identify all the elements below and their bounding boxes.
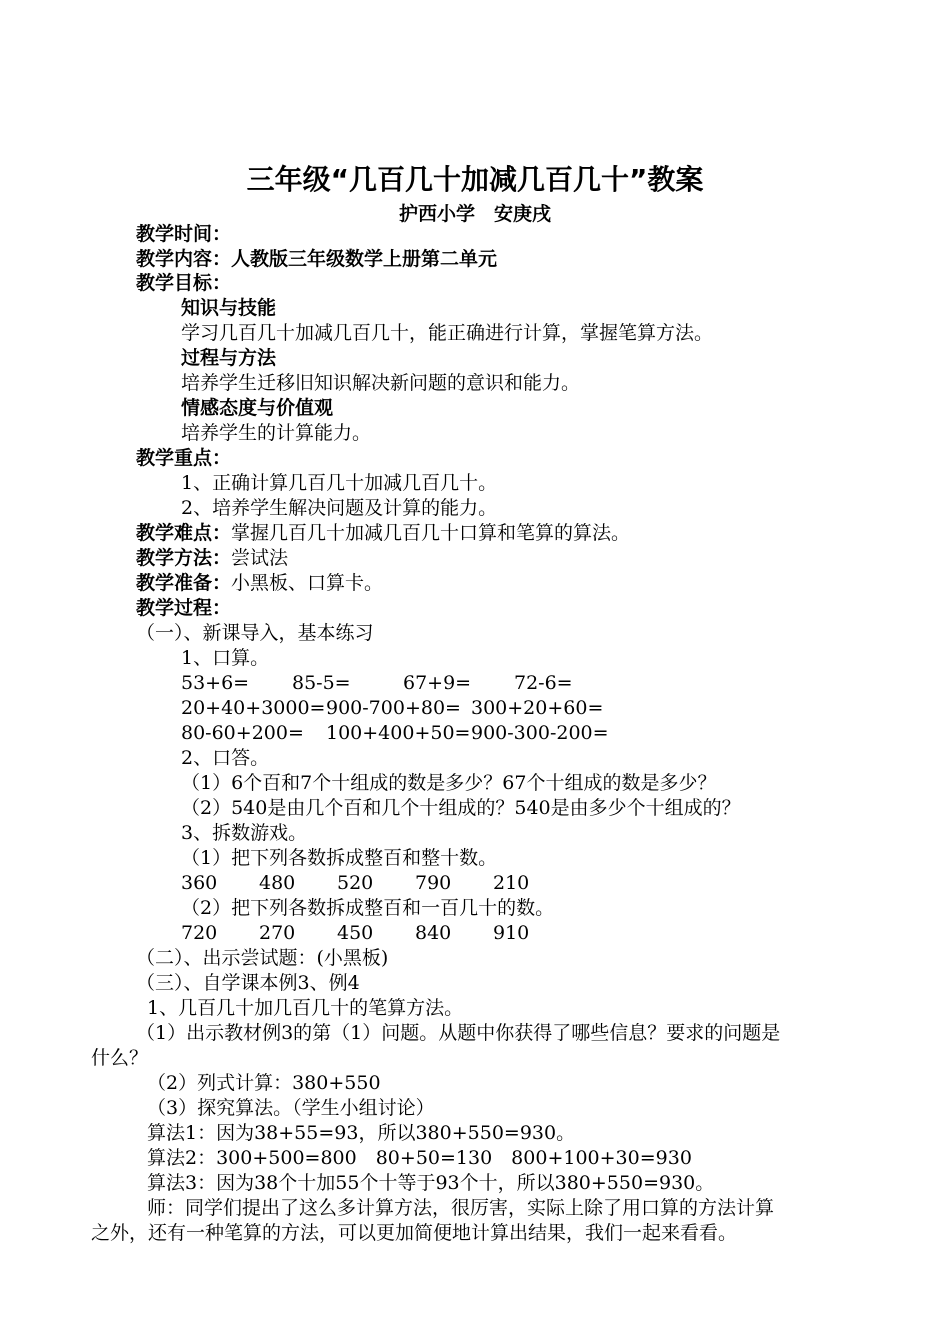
method-value: 尝试法 bbox=[231, 547, 289, 569]
author-line: 护西小学 安庚戌 bbox=[398, 203, 551, 225]
algorithm-3: 算法3：因为38个十加55个十等于93个十，所以380+550=930。 bbox=[147, 1172, 715, 1194]
calc-item: 80-60+200= bbox=[181, 722, 304, 744]
number-item: 270 bbox=[259, 922, 296, 944]
difficulty-label: 教学难点： bbox=[136, 522, 232, 544]
method-line bbox=[136, 546, 288, 571]
calc-item: 100+400+50= bbox=[326, 722, 471, 744]
game-numbers-1 bbox=[181, 871, 529, 896]
goal-heading-1: 知识与技能 bbox=[181, 297, 277, 319]
prep-value: 小黑板、口算卡。 bbox=[231, 572, 384, 594]
calc-row-3 bbox=[181, 721, 609, 746]
oral-calc-heading: 1、口算。 bbox=[181, 647, 270, 669]
number-item: 480 bbox=[259, 872, 296, 894]
key-point-1: 1、正确计算几百几十加减几百几十。 bbox=[181, 472, 498, 494]
content-value: 人教版三年级数学上册第二单元 bbox=[231, 248, 498, 270]
teacher-line-a: 师：同学们提出了这么多计算方法，很厉害，实际上除了用口算的方法计算 bbox=[147, 1197, 775, 1219]
calc-item: 20+40+3000= bbox=[181, 697, 326, 719]
number-item: 910 bbox=[493, 922, 530, 944]
goal-text-1: 学习几百几十加减几百几十，能正确进行计算，掌握笔算方法。 bbox=[181, 322, 714, 344]
number-item: 520 bbox=[337, 872, 374, 894]
prep-line bbox=[136, 571, 383, 596]
oral-answer-heading: 2、口答。 bbox=[181, 747, 270, 769]
sec3-question-1a: （1）出示教材例3的第（1）问题。从题中你获得了哪些信息？要求的问题是 bbox=[136, 1022, 781, 1044]
number-item: 840 bbox=[415, 922, 452, 944]
sec3-question-2: （2）列式计算：380+550 bbox=[147, 1072, 381, 1094]
calc-item: 300+20+60= bbox=[471, 697, 604, 719]
calc-item: 900-700+80= bbox=[326, 697, 461, 719]
number-item: 360 bbox=[181, 872, 218, 894]
goal-heading-3: 情感态度与价值观 bbox=[181, 397, 334, 419]
calc-item: 85-5= bbox=[292, 672, 351, 694]
game-task-2: （2）把下列各数拆成整百和一百几十的数。 bbox=[181, 897, 555, 919]
process-label: 教学过程： bbox=[136, 597, 232, 619]
game-task-1: （1）把下列各数拆成整百和整十数。 bbox=[181, 847, 498, 869]
difficulty-value: 掌握几百几十加减几百几十口算和笔算的算法。 bbox=[231, 522, 631, 544]
time-label: 教学时间： bbox=[136, 223, 232, 245]
content-label: 教学内容： bbox=[136, 248, 232, 270]
calc-item: 67+9= bbox=[403, 672, 472, 694]
number-item: 790 bbox=[415, 872, 452, 894]
sec3-question-3: （3）探究算法。（学生小组讨论） bbox=[147, 1097, 435, 1119]
key-point-2: 2、培养学生解决问题及计算的能力。 bbox=[181, 497, 498, 519]
calc-item: 72-6= bbox=[514, 672, 573, 694]
method-label: 教学方法： bbox=[136, 547, 232, 569]
question-2: （2）540是由几个百和几个十组成的？540是由多少个十组成的？ bbox=[181, 797, 741, 819]
section-1: （一）、新课导入，基本练习 bbox=[136, 622, 374, 644]
goal-text-3: 培养学生的计算能力。 bbox=[181, 422, 372, 444]
difficulty-line bbox=[136, 521, 630, 546]
calc-item: 53+6= bbox=[181, 672, 250, 694]
calc-row-2 bbox=[181, 696, 603, 721]
sec3-question-1b: 什么？ bbox=[91, 1047, 149, 1069]
section-3: （三）、自学课本例3、例4 bbox=[136, 972, 360, 994]
goal-text-2: 培养学生迁移旧知识解决新问题的意识和能力。 bbox=[181, 372, 581, 394]
prep-label: 教学准备： bbox=[136, 572, 232, 594]
calc-row-1 bbox=[181, 671, 573, 696]
game-numbers-2 bbox=[181, 921, 529, 946]
goals-label: 教学目标： bbox=[136, 272, 232, 294]
teacher-line-b: 之外，还有一种笔算的方法，可以更加简便地计算出结果，我们一起来看看。 bbox=[91, 1222, 738, 1244]
algorithm-2: 算法2：300+500=800 80+50=130 800+100+30=930 bbox=[147, 1147, 692, 1169]
question-1: （1）6个百和7个十组成的数是多少？67个十组成的数是多少？ bbox=[181, 772, 717, 794]
number-item: 720 bbox=[181, 922, 218, 944]
page-title: 三年级“几百几十加减几百几十”教案 bbox=[246, 163, 704, 196]
game-heading: 3、拆数游戏。 bbox=[181, 822, 308, 844]
number-item: 210 bbox=[493, 872, 530, 894]
section-2: （二）、出示尝试题：(小黑板) bbox=[136, 947, 389, 969]
content-line bbox=[136, 247, 497, 272]
goal-heading-2: 过程与方法 bbox=[181, 347, 277, 369]
key-label: 教学重点： bbox=[136, 447, 232, 469]
number-item: 450 bbox=[337, 922, 374, 944]
algorithm-1: 算法1：因为38+55=93，所以380+550=930。 bbox=[147, 1122, 576, 1144]
calc-item: 900-300-200= bbox=[471, 722, 609, 744]
sec3-item-1: 1、几百几十加几百几十的笔算方法。 bbox=[147, 997, 464, 1019]
